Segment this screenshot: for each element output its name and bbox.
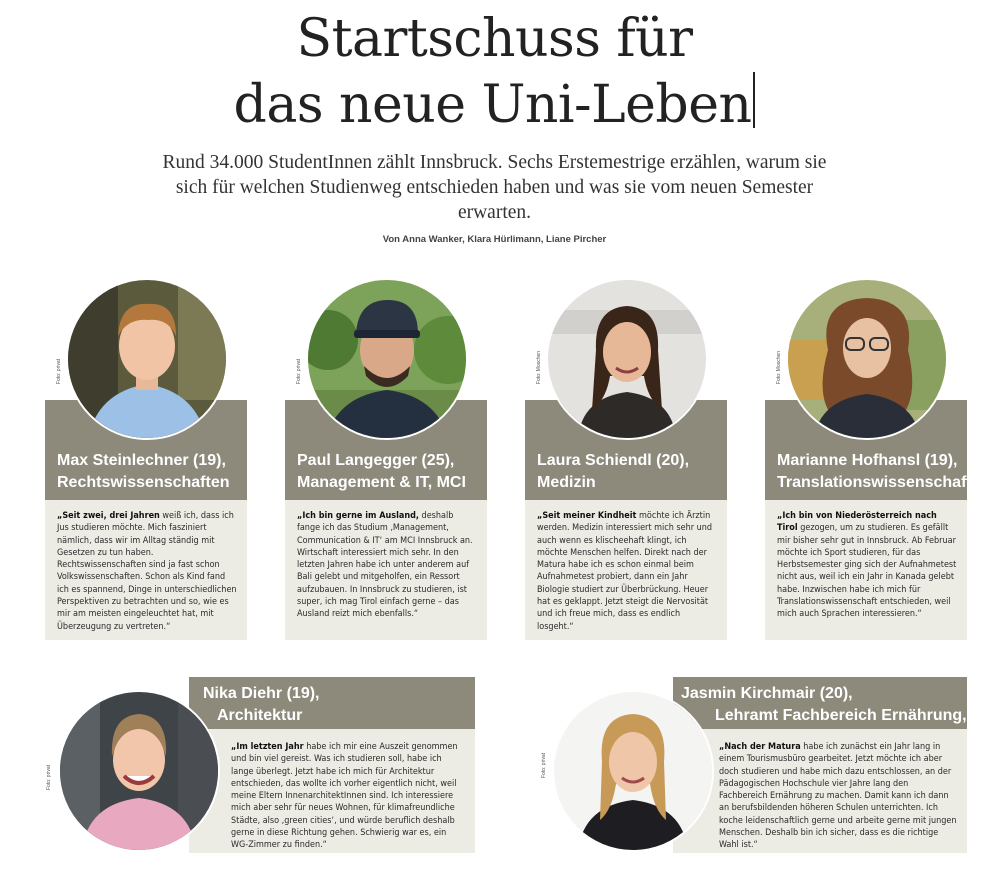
person-name: Marianne Hofhansl (19), [777,452,958,469]
quote-box [673,729,967,853]
quote-lead: „Im letzten Jahr [231,742,304,752]
study-field: Architektur [217,707,303,724]
study-field: Rechtswissenschaften [57,474,230,491]
study-field: Translationswissenschaft [777,474,972,491]
quote-text: habe ich mir eine Auszeit genommen und bin viel gereist. Was ich studieren soll, habe ich lange überlegt. Jetzt habe ich mich für Architektur entschieden, das wollte ich vorher eigentlich nicht, weil meine Eltern InnenarchitektInnen sind. Ich interessiere mich aber sehr für neues Wohnen, für klimafreundliche Städte, also ‚green cities‘, und würde beruflich deshalb gerne in diese Richtung gehen. Schwierig war es, ein WG-Zimmer zu finden.“ [231,742,458,851]
study-field: Management & IT, MCI [297,474,466,491]
study-field: Medizin [537,474,596,491]
name-box [189,677,475,729]
quote-text: möchte ich Ärztin werden. Medizin interessiert mich sehr und auch wenn es klischeehaft klingt, ich möchte Menschen helfen. Direkt nach der Matura habe ich es schon einmal beim Aufnahmetest probiert, dann ein Jahr Biologie studiert zur Überbrückung. Heuer hat es geklappt. Jetzt steigt die Nervosität und ich freue mich, dass es endlich losgeht.“ [537,511,713,632]
headline-line-2-text: das neue Uni-Leben [233,75,752,135]
quote-text: weiß ich, dass ich Jus studieren möchte. Mich fasziniert nämlich, dass wir im Alltag ständig mit Gesetzen zu tun haben. Rechtswissenschaften sind ja fast schon Volkswissenschaften. Schon als Kind fand ich es spannend, Dinge in unterschiedlichen Perspektiven zu betrachten und so, wie es mir am meisten eingeleuchtet hat, mit Überzeugung zu vertreten.“ [57,511,237,632]
quote-box [525,500,727,640]
photo-credit: Foto: privat [541,752,547,778]
quote-box [765,500,967,640]
lead-paragraph: Rund 34.000 StudentInnen zählt Innsbruck. Sechs Erstemestrige erzählen, warum sie sich für welchen Studienweg entschieden haben und was sie vom neuen Semester erwarten. [162,152,827,223]
person-name: Nika Diehr (19), [203,685,320,702]
photo-credit: Foto: privat [56,358,62,384]
quote-text: deshalb fange ich das Studium ‚Management, Communication & IT‘ am MCI Innsbruck an. Wirtschaft interessiert mich sehr. In den letzten Jahren habe ich unter anderem auf Bali gelebt und mitgeholfen, ein Ressort aufzubauen. In Innsbruck zu studieren, ist super, ich mag Tirol einfach gerne – das Ausland reizt mich ebenfalls.“ [297,511,473,620]
person-name: Jasmin Kirchmair (20), [681,685,853,702]
photo-credit: Foto: privat [296,358,302,384]
headline-line-2 [0,72,989,136]
headline-line-1: Startschuss für [296,9,693,69]
quote-lead: „Ich bin von Niederösterreich nach Tirol [777,511,937,534]
portrait-photo [66,278,228,440]
portrait-photo [546,278,708,440]
portrait-photo [58,690,220,852]
photo-credit: Foto: Moschen [776,350,782,384]
person-name: Laura Schiendl (20), [537,452,690,469]
quote-lead: „Seit meiner Kindheit [537,511,637,521]
name-box [673,677,967,729]
quote-box [45,500,247,640]
portrait-photo [786,278,948,440]
quote-box [189,729,475,853]
person-name: Max Steinlechner (19), [57,452,226,469]
portrait-photo [552,690,714,852]
person-name: Paul Langegger (25), [297,452,455,469]
photo-credit: Foto: privat [46,764,52,790]
portrait-photo [306,278,468,440]
quote-lead: „Ich bin gerne im Ausland, [297,511,419,521]
quote-text: gezogen, um zu studieren. Es gefällt mir bisher sehr gut in Innsbruck. Ab Februar möchte ich Sport studieren, für das Herbstsemester ging sich der Aufnahmetest nicht aus, weil ich ein Jahr in Kanada gelebt habe. Inzwischen habe ich mich für Translationswissenschaft entschieden, weil mich auch Sprachen interessieren.“ [777,523,957,620]
photo-credit: Foto: Moschen [536,350,542,384]
byline: Von Anna Wanker, Klara Hürlimann, Liane Pircher [382,234,607,245]
quote-lead: „Seit zwei, drei Jahren [57,511,160,521]
study-field: Lehramt Fachbereich Ernährung, [715,707,967,724]
quote-lead: „Nach der Matura [719,742,801,752]
quote-box [285,500,487,640]
quote-text: habe ich zunächst ein Jahr lang in einem Tourismusbüro gearbeitet. Jetzt möchte ich aber doch studieren und habe mich dazu entschlossen, an der Pädagogischen Hochschule vier Jahre lang den Fachbereich Ernährung zu machen. Damit kann ich dann an berufsbildenden höheren Schulen unterrichten. Ich koche leidenschaftlich gerne und arbeite gerne mit jungen Menschen. Deshalb bin ich sicher, dass es die richtige Wahl ist.“ [719,742,957,851]
text-cursor [753,72,755,128]
